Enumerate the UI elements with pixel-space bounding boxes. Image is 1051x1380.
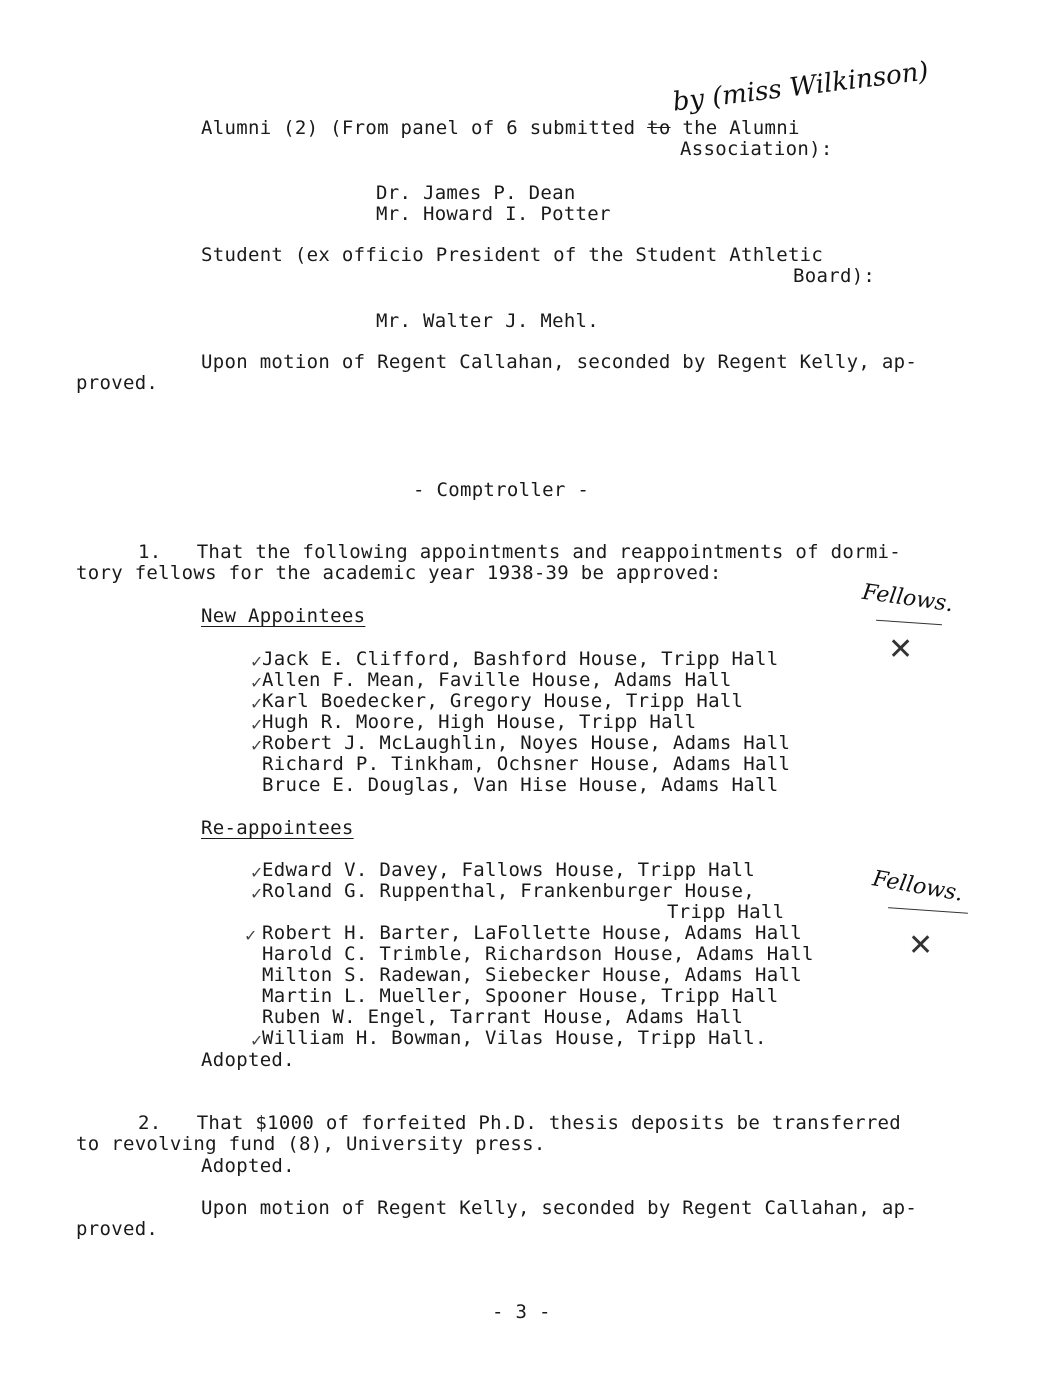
tick-mark: ✓ <box>250 652 264 671</box>
margin-note: Fellows. <box>860 579 955 618</box>
tick-mark: ✓ <box>250 736 264 755</box>
alumni-heading-line2: Association): <box>680 138 833 160</box>
appointee-row: Roland G. Ruppenthal, Frankenburger House, <box>262 880 756 902</box>
appointee-row-continued: Tripp Hall <box>667 901 785 923</box>
item2-line: to revolving fund (8), University press. <box>76 1133 546 1155</box>
appointee-row: Karl Boedecker, Gregory House, Tripp Hall <box>262 690 744 712</box>
appointee-row: Richard P. Tinkham, Ochsner House, Adams Hall <box>262 753 791 775</box>
margin-rule <box>876 620 942 626</box>
margin-note: Fellows. <box>870 866 965 907</box>
handwritten-note: by (miss Wilkinson) <box>671 56 931 118</box>
appointee-row: Martin L. Mueller, Spooner House, Tripp Hall <box>262 985 779 1007</box>
tick-mark: ✓ <box>250 694 264 713</box>
section-title: - Comptroller - <box>413 479 590 501</box>
motion-line: Upon motion of Regent Callahan, seconded by Regent Kelly, ap- <box>201 351 918 373</box>
x-mark: ✕ <box>908 928 934 963</box>
struck-word: to <box>647 117 671 139</box>
tick-mark: ✓ <box>250 884 264 903</box>
new-appointees-heading: New Appointees <box>201 605 366 627</box>
tick-mark: ✓ <box>244 926 258 945</box>
margin-rule <box>888 907 968 914</box>
tick-mark: ✓ <box>250 863 264 882</box>
appointee-row: Milton S. Radewan, Siebecker House, Adams Hall <box>262 964 802 986</box>
student-member: Mr. Walter J. Mehl. <box>376 310 600 332</box>
student-heading-line2: Board): <box>793 265 876 287</box>
appointee-row: Jack E. Clifford, Bashford House, Tripp Hall <box>262 648 779 670</box>
appointee-row: Robert H. Barter, LaFollette House, Adams Hall <box>262 922 802 944</box>
re-appointees-heading: Re-appointees <box>201 817 354 839</box>
motion-line: Upon motion of Regent Kelly, seconded by Regent Callahan, ap- <box>201 1197 918 1219</box>
x-mark: ✕ <box>888 632 914 667</box>
appointee-row: Robert J. McLaughlin, Noyes House, Adams Hall <box>262 732 791 754</box>
motion-line: proved. <box>76 372 159 394</box>
adopted-label: Adopted. <box>201 1049 295 1071</box>
appointee-row: Edward V. Davey, Fallows House, Tripp Hall <box>262 859 756 881</box>
appointee-row: Ruben W. Engel, Tarrant House, Adams Hall <box>262 1006 744 1028</box>
tick-mark: ✓ <box>250 1031 264 1050</box>
tick-mark: ✓ <box>250 715 264 734</box>
item1-line: 1. That the following appointments and reappointments of dormi- <box>138 541 902 563</box>
item2-line: 2. That $1000 of forfeited Ph.D. thesis deposits be transferred <box>138 1112 902 1134</box>
alumni-member: Dr. James P. Dean <box>376 182 576 204</box>
alumni-heading: Alumni (2) (From panel of 6 submitted to the Alumni <box>201 117 800 139</box>
appointee-row: Harold C. Trimble, Richardson House, Adams Hall <box>262 943 814 965</box>
item1-line: tory fellows for the academic year 1938-39 be approved: <box>76 562 722 584</box>
appointee-row: William H. Bowman, Vilas House, Tripp Hall. <box>262 1027 767 1049</box>
page-number: - 3 - <box>492 1301 551 1323</box>
tick-mark: ✓ <box>250 673 264 692</box>
adopted-label: Adopted. <box>201 1155 295 1177</box>
appointee-row: Bruce E. Douglas, Van Hise House, Adams Hall <box>262 774 779 796</box>
student-heading: Student (ex officio President of the Student Athletic <box>201 244 824 266</box>
appointee-row: Allen F. Mean, Faville House, Adams Hall <box>262 669 732 691</box>
alumni-member: Mr. Howard I. Potter <box>376 203 611 225</box>
appointee-row: Hugh R. Moore, High House, Tripp Hall <box>262 711 697 733</box>
motion-line: proved. <box>76 1218 159 1240</box>
